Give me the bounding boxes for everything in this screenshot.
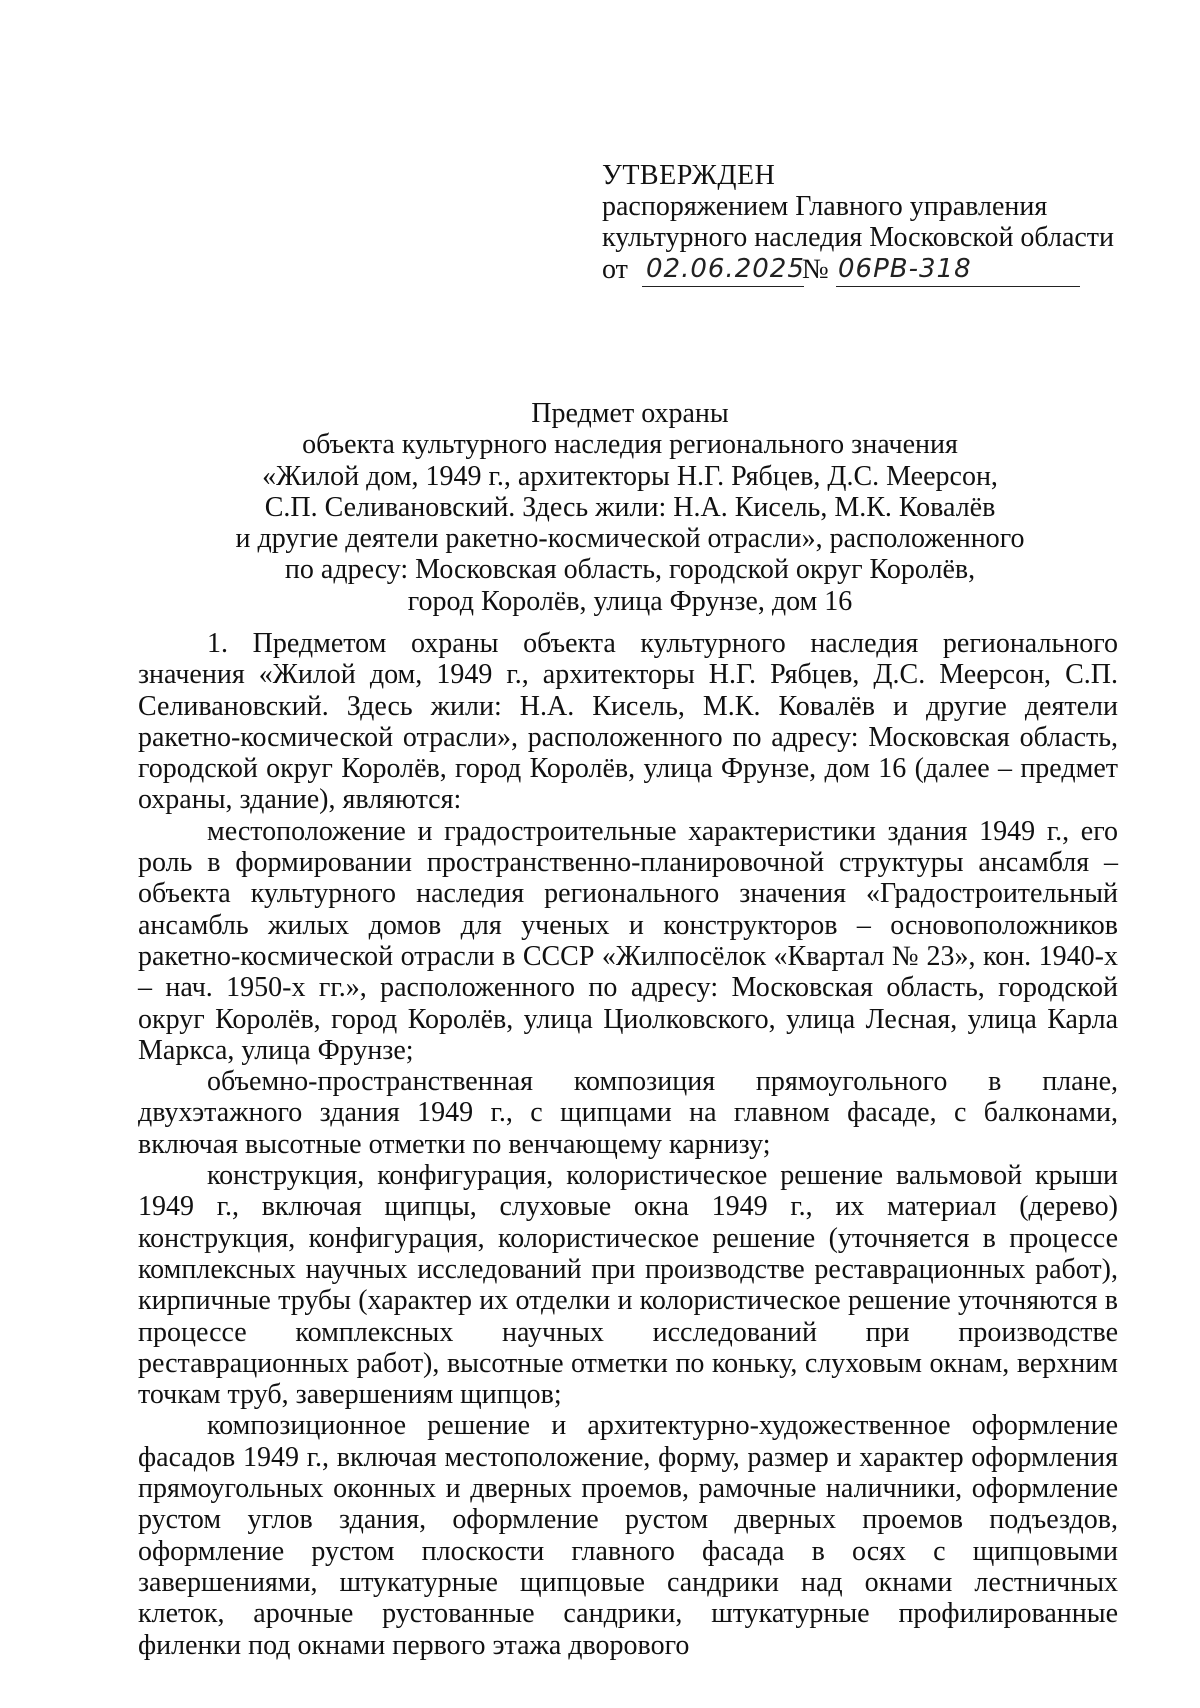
- title-line: объекта культурного наследия регионального значения: [302, 429, 958, 461]
- body-paragraph: композиционное решение и архитектурно-художественное оформление фасадов 1949 г., включая местоположение, форму, размер и характер оформления прямоугольных оконных и дверных проемов, рамочные наличники, оформление рустом углов здания, оформление рустом дверных проемов подъездов, оформление рустом плоскости главного фасада в осях с щипцовыми завершениями, штукатурные щипцовые сандрики над окнами лестничных клеток, арочные рустованные сандрики, штукатурные профилированные филенки под окнами первого этажа дворового: [138, 1410, 1118, 1661]
- title-line: и другие деятели ракетно-космической отрасли», расположенного: [235, 523, 1025, 555]
- title-line: Предмет охраны: [531, 398, 729, 429]
- number-underline: [836, 286, 1080, 287]
- title-line: город Королёв, улица Фрунзе, дом 16: [407, 585, 853, 617]
- date-prefix: от: [602, 254, 628, 285]
- handwritten-date: 02.06.2025: [646, 254, 805, 284]
- body-paragraph: конструкция, конфигурация, колористическое решение вальмовой крыши 1949 г., включая щипцы, слуховые окна 1949 г., их материал (дерево) конструкция, конфигурация, колористическое решение (уточняется в процессе комплексных научных исследований при производстве реставрационных работ), кирпичные трубы (характер их отделки и колористическое решение уточняются в процессе комплексных научных исследований при производстве реставрационных работ), высотные отметки по коньку, слуховым окнам, верхним точкам труб, завершениям щипцов;: [138, 1160, 1118, 1411]
- approval-heading: УТВЕРЖДЕН: [602, 160, 776, 191]
- approval-date-number-line: [602, 253, 1102, 289]
- body-paragraph: местоположение и градостроительные характеристики здания 1949 г., его роль в формировании пространственно-планировочной структуры ансамбля – объекта культурного наследия регионального значения «Градостроительный ансамбль жилых домов для ученых и конструкторов – основоположников ракетно-космической отрасли в СССР «Жилпосёлок «Квартал № 23», кон. 1940-х – нач. 1950-х гг.», расположенного по адресу: Московская область, городской округ Королёв, город Королёв, улица Циолковского, улица Лесная, улица Карла Маркса, улица Фрунзе;: [138, 815, 1118, 1066]
- body-paragraph: объемно-пространственная композиция прямоугольного в плане, двухэтажного здания 1949 г., с щипцами на главном фасаде, с балконами, включая высотные отметки по венчающему карнизу;: [138, 1066, 1118, 1160]
- approval-line-2: культурного наследия Московской области: [602, 222, 1115, 253]
- document-body: [138, 628, 1118, 1661]
- title-line: С.П. Селивановский. Здесь жили: Н.А. Кисель, М.К. Ковалёв: [264, 491, 996, 523]
- date-underline: [642, 286, 804, 287]
- approval-stamp: [602, 160, 1115, 289]
- document-title: [150, 398, 1110, 617]
- approval-line-1: распоряжением Главного управления: [602, 191, 1048, 222]
- title-line: по адресу: Московская область, городской округ Королёв,: [284, 554, 976, 586]
- body-paragraph: 1. Предметом охраны объекта культурного наследия регионального значения «Жилой дом, 1949 г., архитекторы Н.Г. Рябцев, Д.С. Меерсон, С.П. Селивановский. Здесь жили: Н.А. Кисель, М.К. Ковалёв и другие деятели ракетно-космической отрасли», расположенного по адресу: Московская область, городской округ Королёв, город Королёв, улица Фрунзе, дом 16 (далее – предмет охраны, здание), являются:: [138, 628, 1118, 816]
- number-label: №: [802, 254, 829, 285]
- handwritten-number: 06РВ-318: [838, 254, 972, 284]
- title-line: «Жилой дом, 1949 г., архитекторы Н.Г. Рябцев, Д.С. Меерсон,: [262, 460, 998, 492]
